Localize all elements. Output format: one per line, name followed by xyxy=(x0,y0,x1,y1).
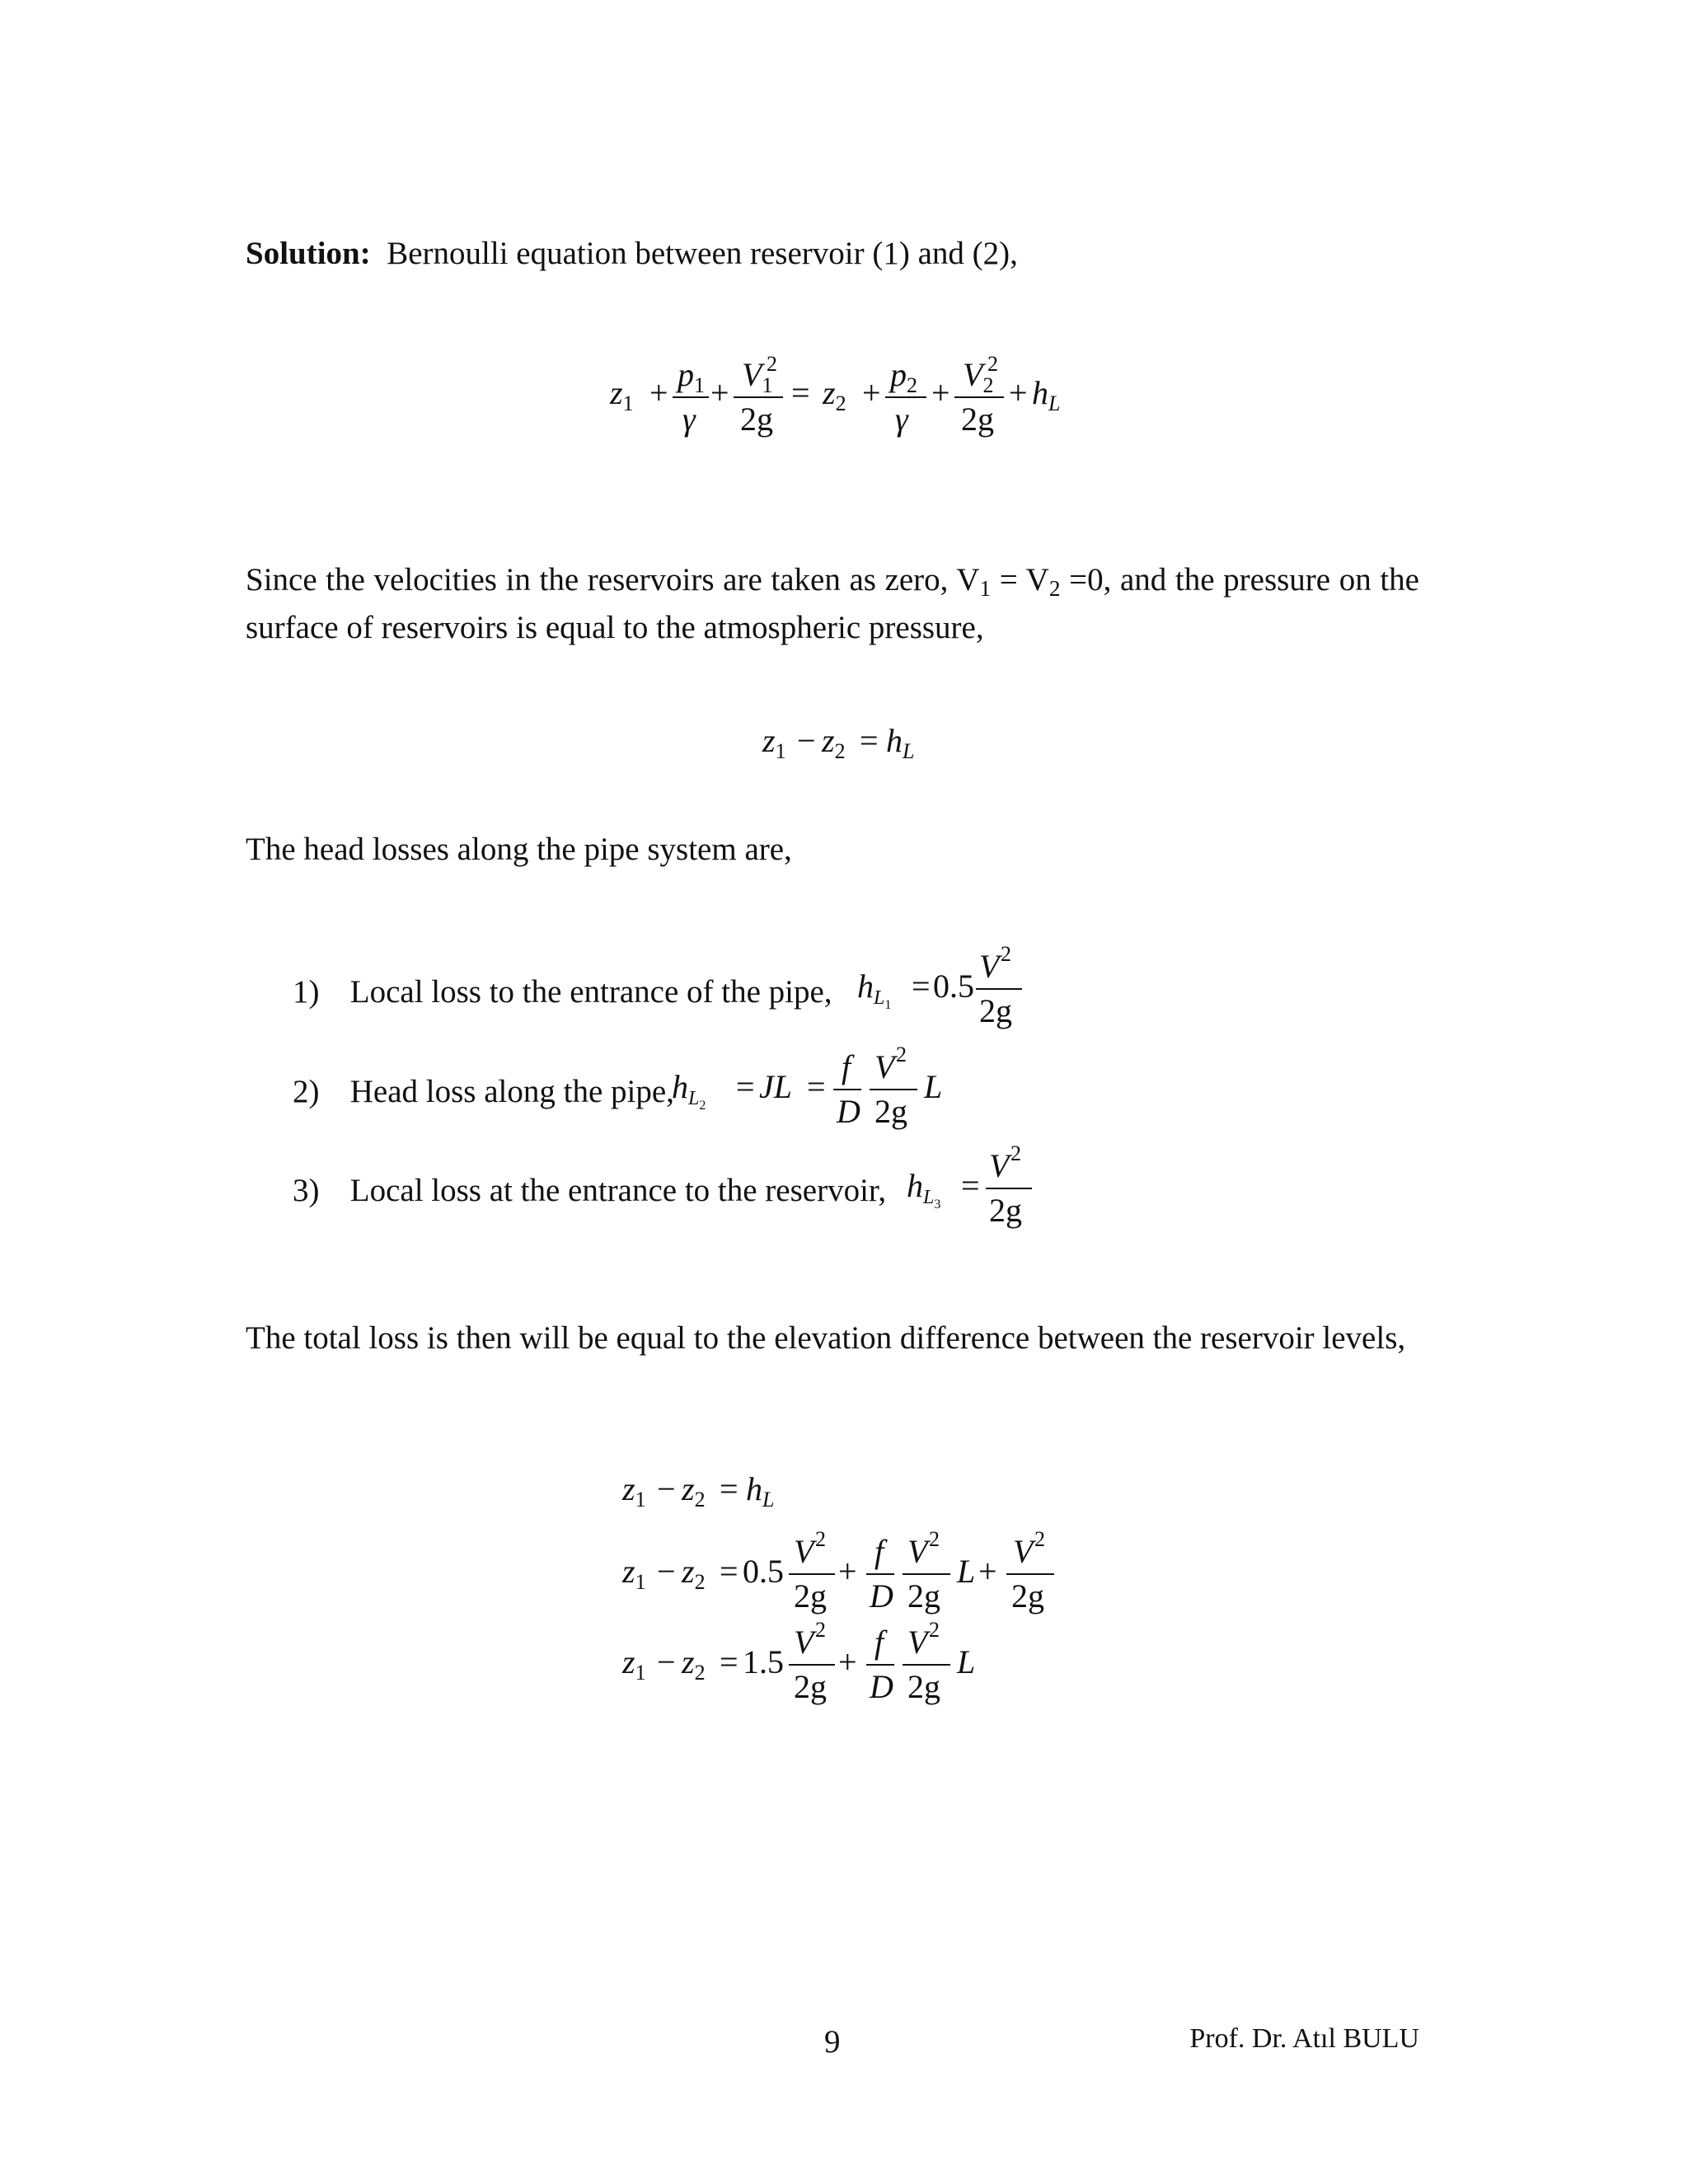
eq1-equals: = xyxy=(791,374,810,411)
loss-item-2-text: Head loss along the pipe, xyxy=(349,1074,674,1109)
loss-item-1-text: Local loss to the entrance of the pipe, xyxy=(349,974,832,1010)
eq-t3-f: f xyxy=(874,1624,884,1661)
eq1-v1-exp: 2 xyxy=(767,352,777,376)
total-loss-paragraph: The total loss is then will be equal to the elevation difference between the reservoir levels, xyxy=(246,1320,1406,1356)
eq-l3-exp: 2 xyxy=(1010,1141,1021,1165)
eq1-gamma1: γ xyxy=(682,401,696,438)
loss-2-equation xyxy=(672,1038,985,1137)
eq-t3-v1: V xyxy=(794,1624,814,1661)
eq2-hl: $h_L$ xyxy=(886,722,915,763)
footer-author: Prof. Dr. Atıl BULU xyxy=(1189,2023,1419,2054)
eq-l1-v: V xyxy=(979,948,1000,985)
eq-t3-v1-exp: 2 xyxy=(815,1618,826,1642)
solution-label: Solution: xyxy=(246,236,371,271)
eq-t3-2g2: 2g xyxy=(907,1668,940,1705)
solution-intro xyxy=(246,234,1419,274)
eq1-2g1: 2g xyxy=(740,401,773,438)
eq-t3-z1: $z_1$ xyxy=(622,1643,646,1685)
eq1-plus4: + xyxy=(931,374,950,411)
eq1-2g2: 2g xyxy=(961,401,994,438)
eq-t3-plus: + xyxy=(838,1643,857,1680)
velocity-paragraph xyxy=(246,560,1419,648)
elevation-equation xyxy=(762,717,977,766)
eq-t2-z1: $z_1$ xyxy=(622,1553,646,1594)
eq-t2-2g3: 2g xyxy=(1011,1577,1044,1615)
eq-t2-minus: − xyxy=(657,1553,676,1590)
eq1-plus3: + xyxy=(862,374,881,411)
eq-t2-v2: V xyxy=(907,1533,928,1570)
velocity-text-1: Since the velocities in the reservoirs are taken as zero, V xyxy=(246,562,980,598)
eq1-p1: $p_1$ xyxy=(678,356,705,397)
eq-t3-d: D xyxy=(870,1668,893,1705)
eq-l2-f: f xyxy=(842,1048,851,1085)
eq-t2-coef: 0.5 xyxy=(743,1553,784,1590)
eq1-gamma2: γ xyxy=(895,401,908,438)
eq-l2-exp: 2 xyxy=(896,1043,907,1066)
eq1-v2: $V_2$ xyxy=(963,356,994,397)
velocity-sub-2: 2 xyxy=(1048,575,1061,601)
eq2-z2: $z_2$ xyxy=(822,722,846,763)
eq-l1-h: $h_L1$ xyxy=(857,968,892,1012)
loss-item-2 xyxy=(293,1072,674,1112)
eq-t2-plus2: + xyxy=(978,1553,997,1590)
eq-t2-equals: = xyxy=(720,1553,738,1590)
eq-t3-v2-exp: 2 xyxy=(929,1618,940,1642)
loss-item-3 xyxy=(293,1171,886,1211)
page-number: 9 xyxy=(824,2024,841,2060)
eq-t1-minus: − xyxy=(657,1470,676,1507)
loss-item-2-number: 2) xyxy=(293,1074,320,1109)
loss-item-3-text: Local loss at the entrance to the reservoir, xyxy=(349,1173,887,1208)
eq-l2-2g: 2g xyxy=(874,1093,907,1130)
solution-intro-text: Bernoulli equation between reservoir (1) and (2), xyxy=(387,236,1018,271)
velocity-sub-1: 1 xyxy=(979,575,992,601)
eq1-v2-exp: 2 xyxy=(987,352,998,376)
eq1-hl: $h_L$ xyxy=(1032,374,1061,415)
eq-l2-jl: JL xyxy=(759,1068,793,1105)
eq-t3-2g1: 2g xyxy=(794,1668,827,1705)
velocity-text-2: = V xyxy=(991,562,1049,598)
eq-t3-coef: 1.5 xyxy=(743,1643,784,1680)
eq-l2-v: V xyxy=(874,1048,895,1085)
eq-l1-2g: 2g xyxy=(979,992,1012,1029)
loss-3-equation xyxy=(907,1137,1039,1236)
eq-t1-z2: $z_2$ xyxy=(682,1470,706,1511)
eq-t2-z2: $z_2$ xyxy=(682,1553,706,1594)
eq-l1-equals: = xyxy=(912,968,931,1005)
loss-item-3-number: 3) xyxy=(293,1173,320,1208)
eq-l3-h: $h_L3$ xyxy=(907,1167,941,1212)
eq-l2-d: D xyxy=(837,1093,860,1130)
eq-t3-v2: V xyxy=(907,1624,928,1661)
loss-item-1-number: 1) xyxy=(293,974,320,1010)
loss-1-equation xyxy=(857,940,1047,1038)
eq1-plus1: + xyxy=(649,374,668,411)
eq-l2-equals2: = xyxy=(807,1068,826,1105)
eq-t2-v3-exp: 2 xyxy=(1034,1527,1045,1551)
eq-t2-2g1: 2g xyxy=(794,1577,827,1615)
eq-t2-v1: V xyxy=(794,1533,814,1570)
eq2-z1: $z_1$ xyxy=(762,722,786,763)
velocity-text-3: =0, and the pressure on the surface of reservoirs is equal to the atmospheric pressure, xyxy=(246,562,1419,645)
eq2-equals: = xyxy=(860,722,879,759)
bernoulli-equation xyxy=(610,346,1187,453)
eq-l2-h: $h_L2$ xyxy=(672,1068,706,1113)
eq-t3-l: L xyxy=(957,1643,976,1680)
total-loss-equations xyxy=(622,1467,1133,1722)
eq1-z2: $z_2$ xyxy=(823,374,846,415)
eq1-v1: $V_1$ xyxy=(742,356,773,397)
eq1-p2: $p_2$ xyxy=(890,356,917,397)
eq-l2-equals1: = xyxy=(736,1068,755,1105)
eq-t2-2g2: 2g xyxy=(907,1577,940,1615)
eq2-minus: − xyxy=(797,722,816,759)
eq-t3-equals: = xyxy=(720,1643,738,1680)
eq-l3-v: V xyxy=(989,1147,1010,1184)
head-losses-intro: The head losses along the pipe system are, xyxy=(246,832,792,867)
eq-t1-z1: $z_1$ xyxy=(622,1470,646,1511)
eq-t1-equals: = xyxy=(720,1470,738,1507)
eq-l3-equals: = xyxy=(961,1167,980,1204)
eq-t2-v2-exp: 2 xyxy=(929,1527,940,1551)
eq-l3-2g: 2g xyxy=(989,1192,1022,1229)
eq-l1-coef: 0.5 xyxy=(933,968,974,1005)
eq-t1-hl: $h_L$ xyxy=(746,1470,775,1511)
eq-t2-v3: V xyxy=(1013,1533,1034,1570)
eq-t2-plus1: + xyxy=(838,1553,857,1590)
eq-t2-f: f xyxy=(874,1533,884,1570)
eq-t3-z2: $z_2$ xyxy=(682,1643,706,1685)
eq-l1-exp: 2 xyxy=(1001,942,1011,966)
eq-t2-v1-exp: 2 xyxy=(815,1527,826,1551)
eq-t3-minus: − xyxy=(657,1643,676,1680)
eq1-plus5: + xyxy=(1009,374,1028,411)
eq1-plus2: + xyxy=(710,374,729,411)
eq-l2-l: L xyxy=(924,1068,943,1105)
eq-t2-d: D xyxy=(870,1577,893,1615)
eq1-z1: $z_1$ xyxy=(610,374,634,415)
loss-item-1 xyxy=(293,972,832,1012)
eq-t2-l: L xyxy=(957,1553,976,1590)
